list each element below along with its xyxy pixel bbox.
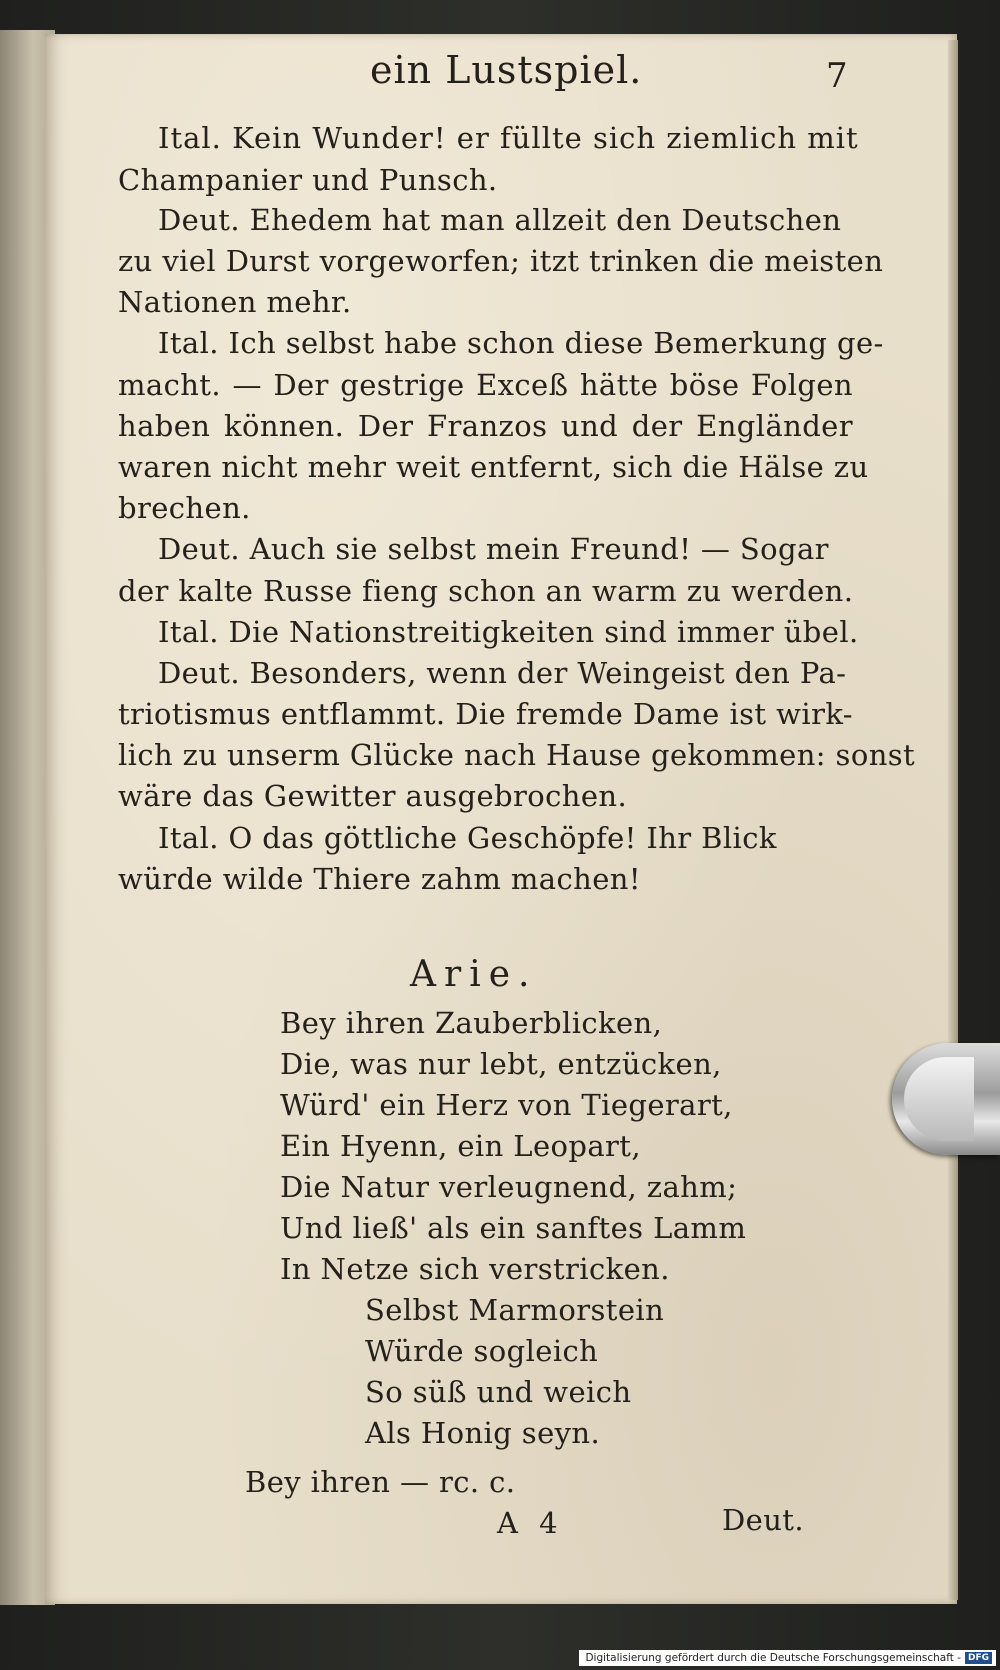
dfg-logo-icon: DFG [965,1652,992,1664]
verse-line: Ein Hyenn, ein Leopart, [280,1129,641,1163]
body-line: der kalte Russe fieng schon an warm zu werden. [118,574,854,608]
body-line: haben können. Der Franzos und der Engländer [118,409,853,443]
catchword: Deut. [722,1503,804,1537]
verse-line: Die Natur verleugnend, zahm; [280,1170,738,1204]
body-line: würde wilde Thiere zahm machen! [118,862,641,896]
body-line: Ital. O das göttliche Geschöpfe! Ihr Blick [158,821,777,855]
body-line: Champanier und Punsch. [118,163,498,197]
inner-verse-line: Selbst Marmorstein [365,1293,665,1327]
verse-line: Die, was nur lebt, entzücken, [280,1047,722,1081]
digitization-footer [579,1650,996,1666]
verse-line: Und ließ' als ein sanftes Lamm [280,1211,747,1245]
body-line: macht. — Der gestrige Exceß hätte böse Folgen [118,368,853,402]
aria-repeat-line: Bey ihren — rc. c. [245,1465,516,1499]
body-line: Ital. Kein Wunder! er füllte sich ziemlich mit [158,121,859,155]
body-line: Nationen mehr. [118,285,352,319]
body-line: wäre das Gewitter ausgebrochen. [118,779,628,813]
body-line: Ital. Die Nationstreitigkeiten sind immer übel. [158,615,859,649]
verse-line: In Netze sich verstricken. [280,1252,670,1286]
inner-verse-line: Würde sogleich [365,1334,599,1368]
body-line: Ital. Ich selbst habe schon diese Bemerkung ge- [158,326,884,360]
body-line: triotismus entflammt. Die fremde Dame ist wirk- [118,697,853,731]
signature-mark: A 4 [497,1506,564,1540]
body-line: Deut. Ehedem hat man allzeit den Deutschen [158,203,842,237]
verse-line: Würd' ein Herz von Tiegerart, [280,1088,733,1122]
verse-line: Bey ihren Zauberblicken, [280,1006,663,1040]
running-header: ein Lustspiel. [370,48,643,92]
page-number: 7 [826,56,849,96]
inner-verse-line: Als Honig seyn. [365,1416,601,1450]
body-line: Deut. Auch sie selbst mein Freund! — Sogar [158,532,829,566]
body-line: waren nicht mehr weit entfernt, sich die Hälse zu [118,450,869,484]
body-line: Deut. Besonders, wenn der Weingeist den Pa- [158,656,847,690]
footer-credit: Digitalisierung gefördert durch die Deutsche Forschungsgemeinschaft - [585,1652,961,1664]
inner-verse-line: So süß und weich [365,1375,632,1409]
body-line: brechen. [118,491,251,525]
aria-heading: Arie. [410,954,538,995]
body-line: zu viel Durst vorgeworfen; itzt trinken die meisten [118,244,884,278]
body-line: lich zu unserm Glücke nach Hause gekommen: sonst [118,738,916,772]
